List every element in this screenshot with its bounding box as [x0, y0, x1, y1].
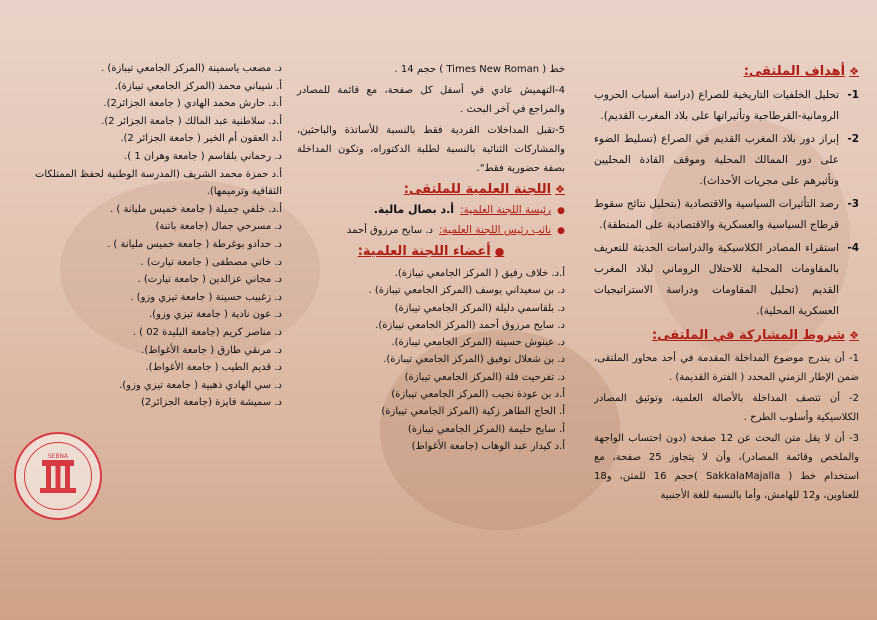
list-item: أ. الحاج الطاهر زكية (المركز الجامعي تيبازة) [381, 406, 565, 418]
list-item: أ.د. خلفي جميلة ( جامعة خميس مليانة ) . [110, 203, 282, 215]
list-item: د. سي الهادي ذهبية ( جامعة تيزي وزو). [119, 379, 282, 391]
objective-number: 3- [847, 198, 859, 210]
members-list-middle [297, 265, 565, 455]
list-item: د. عينوش حسينة (المركز الجامعي تيبازة). [391, 337, 565, 349]
list-item: د. بن سعيداني يوسف (المركز الجامعي تيبازة) . [368, 285, 565, 297]
objective-number: 1- [847, 89, 859, 101]
condition-continued: خط ( Times New Roman ) حجم 14 . [394, 64, 565, 75]
list-item: د. عون نادية ( جامعة تيزي وزو). [149, 309, 282, 321]
objectives-list [594, 85, 859, 322]
condition-item: 3- أن لا يقل متن البحث عن 12 صفحة (دون احتساب الواجهة والملخص وقائمة المصادر)، وأن لا يتجاوز 25 صفحة، مع استخدام خط ( SakkalaMajalla )حجم 16 للمتن، و18 للعناوين، و12 للهامش، وأما بالنسبة للغة الأجنبية [594, 433, 859, 501]
committee-chair [297, 203, 565, 216]
list-item: د. سميشة فايزة (جامعة الجزائر2) [140, 397, 282, 409]
members-list-left [12, 60, 282, 412]
objective-item [594, 85, 859, 127]
bullet-icon: ● [557, 206, 565, 216]
list-item: د. تفرحيت فلة (المركز الجامعي تيبازة) [404, 371, 565, 383]
svg-text:SEBNA: SEBNA [47, 453, 69, 460]
objective-text: رصد التأثيرات السياسية والاقتصادية (بتحليل نتائج سقوط قرطاج السياسية والعسكرية والاقتصادية على المنطقة). [594, 198, 839, 231]
objectives-title: أهداف الملتقى: [743, 64, 846, 79]
list-item: أ.د. حارش محمد الهادي ( جامعة الجزائر2). [103, 98, 282, 110]
clover-icon: ❖ [849, 329, 859, 342]
clover-icon: ❖ [555, 183, 565, 196]
sci-committee-title: اللجنة العلمية للملتقى: [403, 182, 552, 197]
objective-text: تحليل الخلفيات التاريخية للصراع (دراسة أسباب الحروب الرومانية-القرطاجية وتأثيراتها على بلاد المغرب القديم). [594, 89, 839, 122]
objectives-heading [594, 64, 859, 79]
members-column [12, 60, 282, 412]
list-item: د. بن شعلال توفيق (المركز الجامعي تيبازة). [383, 354, 565, 366]
committee-vice-chair [297, 224, 565, 236]
conditions-heading [594, 328, 859, 343]
clover-icon: ❖ [849, 65, 859, 78]
list-item: د. مناصر كريم (جامعة البليدة 02 ) . [132, 326, 282, 338]
list-item: د. رحماني بلقاسم ( جامعة وهران 1 ). [124, 150, 282, 162]
list-item: أ.د حمزة محمد الشريف (المدرسة الوطنية لحفظ الممتلكات الثقافية وترميمها). [34, 168, 282, 198]
members-heading [297, 244, 565, 259]
list-item: د. مرنقي طارق ( جامعة الأغواط). [141, 344, 282, 356]
objective-text: إبراز دور بلاد المغرب القديم في الصراع (تسليط الضوء على دور الممالك المحلية وموقف القادة المحليين وتأثيرهم على مجريات الأحداث). [594, 133, 839, 187]
members-title: أعضاء اللجنة العلمية: [357, 244, 491, 259]
chair-name: أ.د بصال مالية. [373, 203, 455, 216]
objective-item [594, 129, 859, 192]
list-item: أ.د. خلاف رفيق ( المركز الجامعي تيبازة). [394, 268, 565, 279]
list-item: د. قديم الطيب ( جامعة الأغواط). [145, 362, 282, 374]
objective-number: 4- [847, 242, 859, 254]
objective-item [594, 238, 859, 322]
vice-label: نائب رئيس اللجنة العلمية: [438, 224, 552, 236]
condition-item: 1- أن يندرج موضوع المداخلة المقدمة في أحد محاور الملتقى، ضمن الإطار الزمني المحدد ( الفترة القديمة) . [594, 353, 859, 383]
institution-seal [14, 432, 102, 520]
sci-committee-heading [297, 182, 565, 197]
vice-name: د. سايح مرزوق أحمد [346, 225, 433, 236]
list-item: د. سايح مرزوق أحمد (المركز الجامعي تيبازة). [375, 319, 565, 331]
list-item: د. زغبيب حسينة ( جامعة تيزي وزو) . [130, 291, 282, 303]
objectives-column [594, 60, 859, 507]
bullet-icon: ● [557, 226, 565, 236]
objective-item [594, 194, 859, 236]
list-item: د. حدادو بوغرطة ( جامعة خميس مليانة ) . [107, 238, 282, 250]
list-item: د. خاتي مصطفى ( جامعة تيارت) . [140, 256, 282, 268]
list-item: أ.د بن عودة نجيب (المركز الجامعي تيبازة) [391, 389, 565, 401]
chair-label: رئيسة اللجنة العلمية: [460, 204, 552, 216]
list-item: أ.د العقون أم الخير ( جامعة الجزائر 2). [120, 133, 282, 145]
bullet-icon: ● [494, 245, 505, 258]
list-item: د. مصعب ياسمينة (المركز الجامعي تيبازة) . [101, 63, 282, 74]
condition-item: 2- أن تتصف المداخلة بالأصالة العلمية، وتوثيق المصادر الكلاسيكية وأسلوب الطرح . [594, 393, 859, 423]
list-item: أ.د كيدار عبد الوهاب (جامعة الأغواط) [411, 440, 565, 452]
condition-continued: 4-التهميش عادي في أسفل كل صفحة، مع قائمة للمصادر والمراجع في آخر البحث . [297, 85, 565, 115]
list-item: د. بلقاسمي دليلة (المركز الجامعي تيبازة) [394, 302, 565, 314]
committee-column [297, 60, 565, 455]
list-item: د. مجاني عزالدين ( جامعة تيارت) . [137, 274, 282, 286]
list-item: أ.د. سلاطنية عبد المالك ( جامعة الجزائر 2). [101, 115, 282, 127]
condition-continued: 5-تقبل المداخلات الفردية فقط بالنسبة للأساتذة والباحثين، والمشاركات الثنائية بالنسبة لطلبة الدكتوراه، وتكون المداخلة بصفة حضورية فقط". [297, 125, 565, 174]
objective-number: 2- [847, 133, 859, 145]
list-item: أ. سايح حليمة (المركز الجامعي تيبازة) [407, 423, 565, 435]
list-item: د. مسرحي جمال (جامعة باتنة) [155, 221, 282, 233]
objective-text: استقراء المصادر الكلاسيكية والدراسات الحديثة للتعريف بالمقاومات المحلية للاحتلال الروماني لبلاد المغرب القديم (تحليل المقاومات ودراسة الاستراتيجيات العسكرية المحلية). [594, 242, 839, 317]
conditions-title: شروط المشاركة في الملتقى: [651, 328, 846, 343]
column-logo-icon [28, 446, 88, 506]
list-item: أ. شيباني محمد (المركز الجامعي تيبازة). [114, 80, 282, 92]
